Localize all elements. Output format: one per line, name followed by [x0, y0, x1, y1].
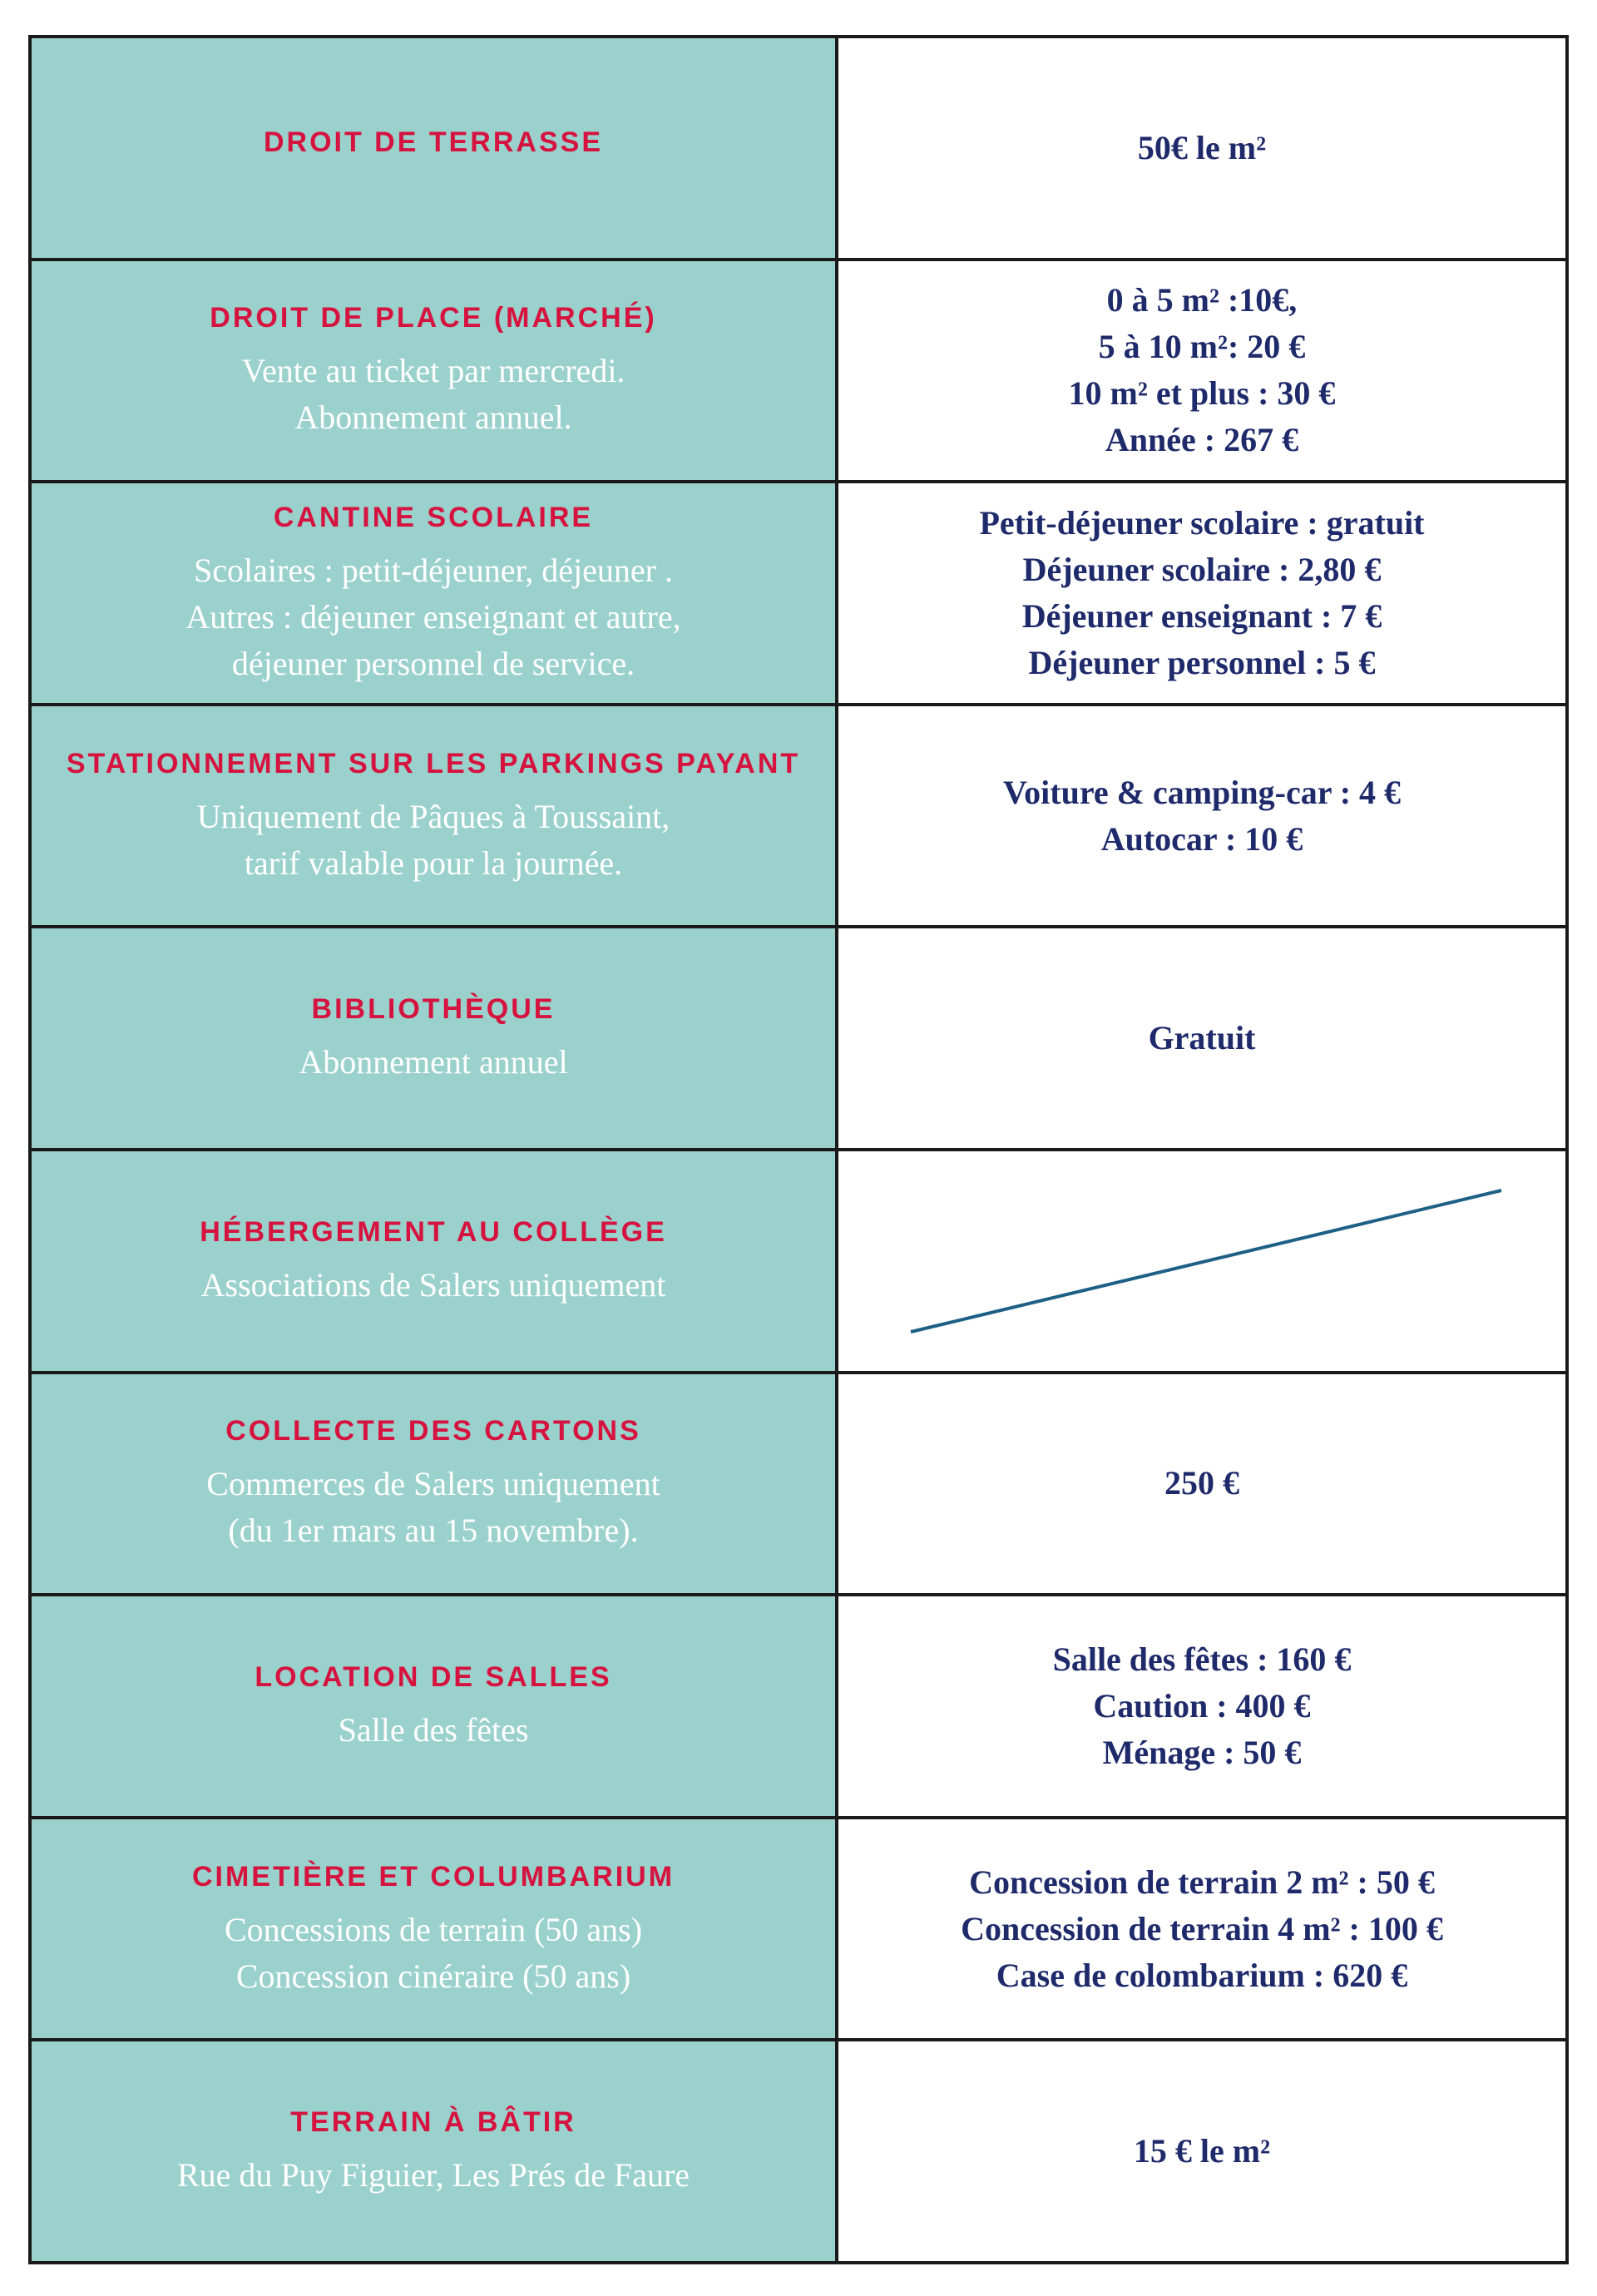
tariff-row [30, 1818, 1567, 2041]
price-cell [837, 2040, 1567, 2263]
service-description-line: (du 1er mars au 15 novembre). [228, 1512, 639, 1550]
price-line: 5 à 10 m²: 20 € [1098, 328, 1306, 366]
price-line: Voiture & camping-car : 4 € [1002, 773, 1402, 811]
service-title: LOCATION DE SALLES [255, 1660, 612, 1693]
service-description-line: Salle des fêtes [338, 1710, 529, 1749]
service-description-line: Concession cinéraire (50 ans) [235, 1957, 631, 1995]
tariff-row [30, 705, 1567, 928]
service-description-line: Rue du Puy Figuier, Les Prés de Faure [176, 2156, 690, 2195]
diagonal-strike [911, 1190, 1501, 1332]
service-title: CIMETIÈRE ET COLUMBARIUM [191, 1860, 675, 1893]
service-description-line: Abonnement annuel. [294, 398, 572, 437]
price-line: 10 m² et plus : 30 € [1068, 374, 1336, 413]
service-cell [30, 1818, 837, 2041]
price-line: Ménage : 50 € [1102, 1733, 1302, 1771]
price-cell [837, 482, 1567, 705]
price-line: 15 € le m² [1133, 2132, 1271, 2170]
service-title: COLLECTE DES CARTONS [225, 1415, 641, 1447]
service-title: CANTINE SCOLAIRE [273, 501, 594, 533]
price-line: Autocar : 10 € [1100, 819, 1303, 858]
price-cell [837, 37, 1567, 260]
service-description-line: Concessions de terrain (50 ans) [224, 1910, 643, 1948]
service-title: STATIONNEMENT SUR LES PARKINGS PAYANT [66, 747, 801, 779]
price-cell [837, 1595, 1567, 1818]
service-description-line: Commerces de Salers uniquement [206, 1465, 660, 1503]
price-line: Gratuit [1148, 1019, 1256, 1057]
price-line: 250 € [1164, 1464, 1239, 1502]
service-description-line: Vente au ticket par mercredi. [241, 352, 625, 390]
service-description-line: tarif valable pour la journée. [244, 844, 623, 882]
tariff-table [28, 35, 1569, 2264]
service-title: DROIT DE TERRASSE [263, 126, 604, 158]
service-description-line: Scolaires : petit-déjeuner, déjeuner . [194, 551, 673, 589]
service-description-line: Autres : déjeuner enseignant et autre, [185, 597, 681, 636]
price-line: Concession de terrain 4 m² : 100 € [961, 1909, 1443, 1947]
price-cell [837, 1373, 1567, 1596]
service-title: DROIT DE PLACE (MARCHÉ) [210, 302, 657, 334]
price-line: Salle des fêtes : 160 € [1052, 1640, 1352, 1678]
price-cell [837, 1818, 1567, 2041]
price-line: Année : 267 € [1105, 421, 1299, 459]
service-title: HÉBERGEMENT AU COLLÈGE [200, 1215, 667, 1248]
price-cell [837, 705, 1567, 928]
tariff-table-body [30, 37, 1567, 2263]
price-line: Caution : 400 € [1093, 1686, 1311, 1724]
tariff-row [30, 1150, 1567, 1373]
price-line: Concession de terrain 2 m² : 50 € [969, 1863, 1435, 1901]
service-cell [30, 482, 837, 705]
price-line: Déjeuner enseignant : 7 € [1021, 596, 1382, 635]
service-title: TERRAIN À BÂTIR [290, 2106, 576, 2139]
price-cell [837, 927, 1567, 1150]
service-cell [30, 260, 837, 482]
price-line: 0 à 5 m² :10€, [1106, 281, 1298, 319]
service-cell [30, 37, 837, 260]
tariff-row [30, 927, 1567, 1150]
price-cell [837, 1150, 1567, 1373]
tariff-row [30, 1595, 1567, 1818]
service-cell [30, 927, 837, 1150]
service-cell [30, 2040, 837, 2263]
tariff-row [30, 482, 1567, 705]
service-cell [30, 705, 837, 928]
tariff-row [30, 1373, 1567, 1596]
service-description-line: Uniquement de Pâques à Toussaint, [196, 797, 670, 835]
price-cell [837, 260, 1567, 482]
service-description-line: déjeuner personnel de service. [231, 644, 635, 682]
price-line: 50€ le m² [1137, 128, 1267, 166]
service-cell [30, 1150, 837, 1373]
tariff-row [30, 37, 1567, 260]
price-line: Petit-déjeuner scolaire : gratuit [979, 503, 1425, 542]
price-line: Déjeuner personnel : 5 € [1028, 643, 1376, 681]
service-cell [30, 1595, 837, 1818]
price-line: Case de colombarium : 620 € [996, 1956, 1408, 1994]
service-title: BIBLIOTHÈQUE [311, 993, 556, 1026]
not-applicable-line [886, 1178, 1518, 1344]
price-line: Déjeuner scolaire : 2,80 € [1022, 550, 1382, 588]
service-cell [30, 1373, 837, 1596]
service-description-line: Abonnement annuel [299, 1043, 568, 1081]
service-description-line: Associations de Salers uniquement [200, 1265, 666, 1304]
tariff-row [30, 260, 1567, 482]
tariff-row [30, 2040, 1567, 2263]
